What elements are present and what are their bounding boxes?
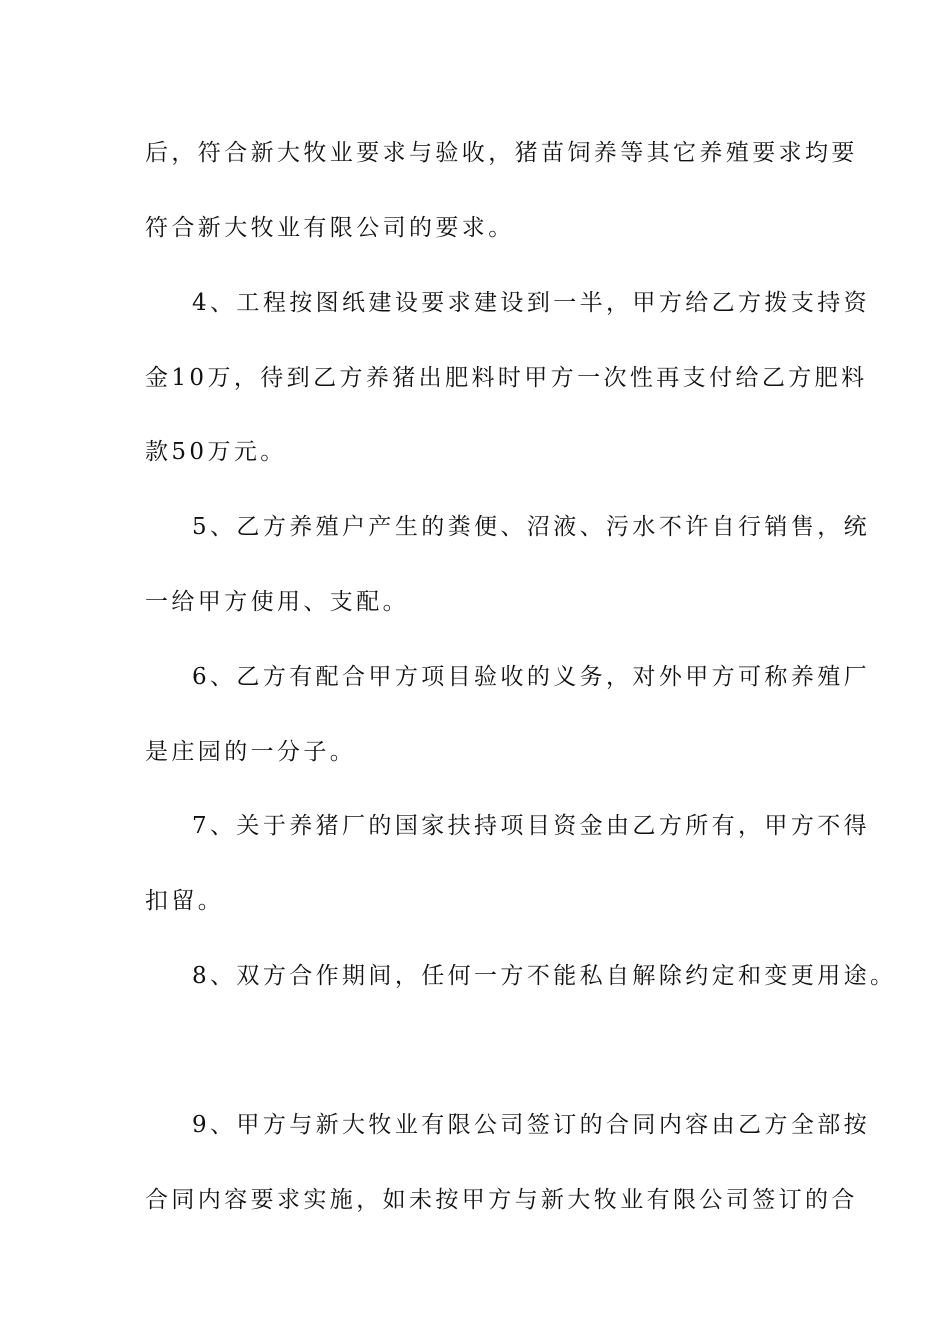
paragraph-line: 一给甲方使用、支配。 [145, 589, 409, 615]
clause-6-line: 6、乙方有配合甲方项目验收的义务，对外甲方可称养殖厂 [192, 664, 871, 690]
clause-8-line: 8、双方合作期间，任何一方不能私自解除约定和变更用途。 [192, 963, 897, 989]
paragraph-line: 金10万，待到乙方养猪出肥料时甲方一次性再支付给乙方肥料 [145, 365, 868, 391]
clause-4-line: 4、工程按图纸建设要求建设到一半，甲方给乙方拨支持资 [192, 290, 871, 316]
clause-5-line: 5、乙方养殖户产生的粪便、沼液、污水不许自行销售，统 [192, 514, 871, 540]
paragraph-line: 扣留。 [145, 888, 225, 914]
clause-7-line: 7、关于养猪厂的国家扶持项目资金由乙方所有，甲方不得 [192, 813, 871, 839]
paragraph-line: 是庄园的一分子。 [145, 739, 357, 765]
paragraph-line: 合同内容要求实施，如未按甲方与新大牧业有限公司签订的合 [145, 1187, 858, 1213]
paragraph-line: 后，符合新大牧业要求与验收，猪苗饲养等其它养殖要求均要 [145, 140, 858, 166]
paragraph-line: 符合新大牧业有限公司的要求。 [145, 215, 515, 241]
clause-9-line: 9、甲方与新大牧业有限公司签订的合同内容由乙方全部按 [192, 1112, 871, 1138]
paragraph-line: 款50万元。 [145, 439, 287, 465]
